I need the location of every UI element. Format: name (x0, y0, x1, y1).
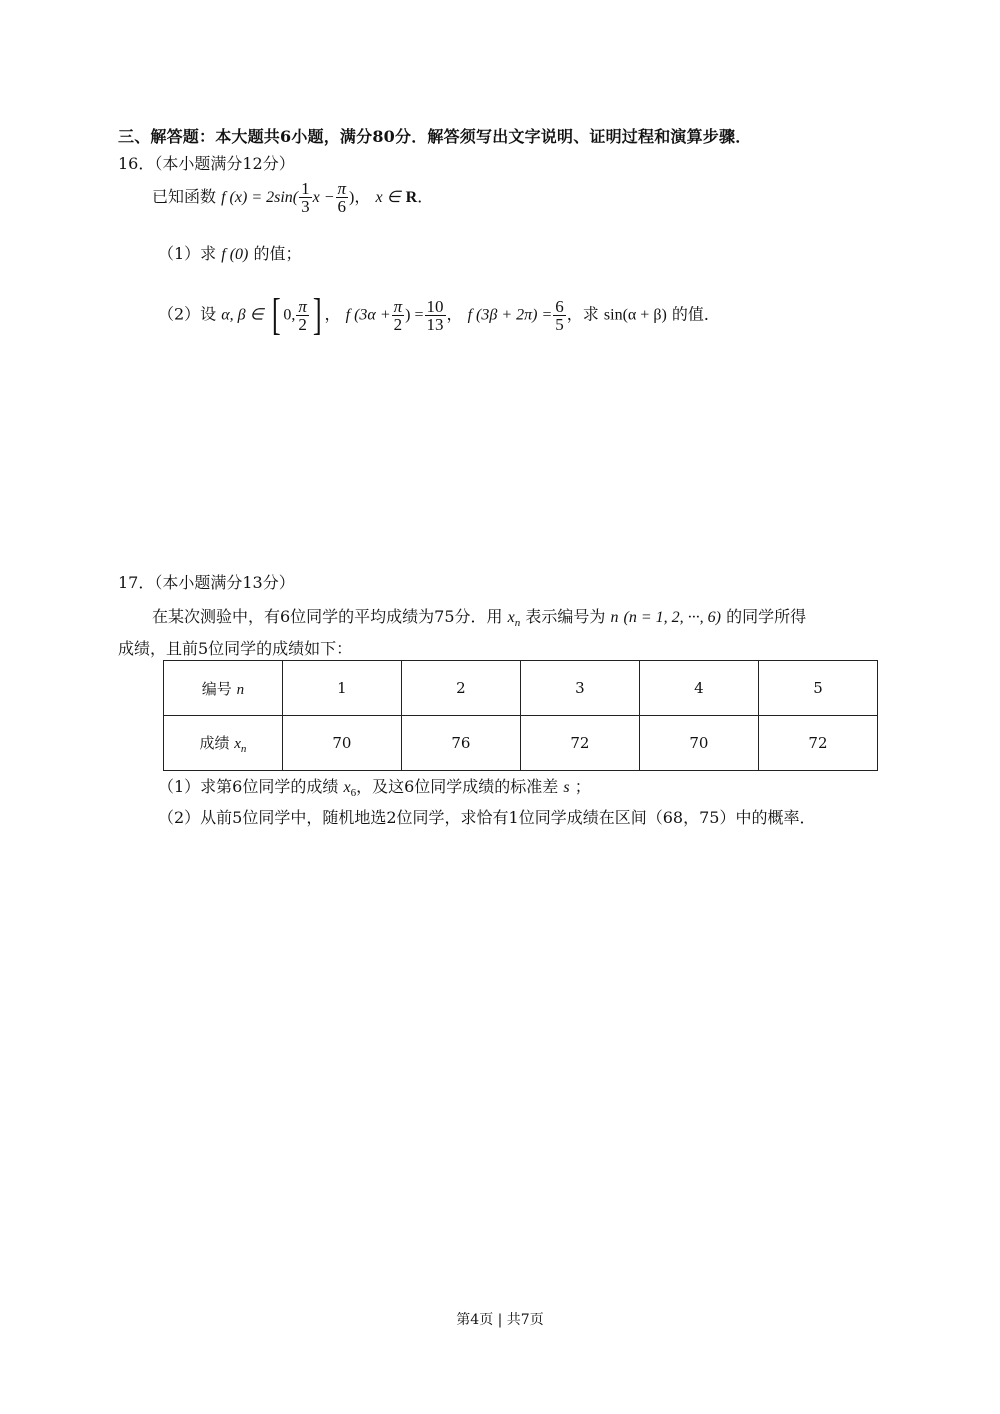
frac-denominator: 2 (298, 314, 307, 334)
table-cell: 70 (282, 716, 401, 771)
q17-var-x-sub: n (514, 617, 521, 630)
table-cell: 5 (758, 661, 877, 716)
right-bracket: ] (312, 290, 322, 339)
frac-denominator: 5 (555, 314, 564, 334)
row-label-sub: n (240, 742, 247, 755)
q17-var-x: x (507, 609, 515, 626)
frac-denominator: 3 (301, 197, 310, 216)
q16-part2 (158, 290, 720, 339)
q17-line1-c: 的同学所得 (726, 607, 807, 626)
table-cell: 72 (520, 716, 639, 771)
frac-denominator: 13 (426, 314, 444, 334)
q16-frac-third (299, 180, 312, 215)
q16-part1-suffix: 的值； (253, 244, 302, 263)
q16-part2-vars: α, β ∈ (221, 306, 264, 324)
q16-part1 (158, 241, 302, 264)
q17-part2: （2）从前5位同学中，随机地选2位同学，求恰有1位同学成绩在区间（68，75）中的概率． (158, 808, 816, 827)
q16-part1-math: f (0) (221, 246, 249, 263)
q17-part1-sub: 6 (350, 787, 357, 800)
q17-line1 (152, 604, 806, 629)
frac-numerator: 1 (301, 179, 310, 198)
q16-header: 16．（本小题满分12分） (118, 154, 295, 173)
q17-range: (n = 1, 2, ···, 6) (623, 609, 721, 626)
q17-part1-x: x (343, 779, 351, 796)
scores-table (163, 660, 878, 771)
q16-interval-left: 0, (283, 306, 296, 324)
q16-ask: ，求 (566, 304, 599, 324)
q16-domain: x ∈ (375, 189, 401, 206)
q17-part1 (158, 774, 591, 799)
q16-domain-R: R (405, 189, 418, 206)
row-label: 成绩 (199, 733, 230, 752)
table-header-cell (164, 661, 283, 716)
q16-frac-pi-two (296, 298, 309, 333)
section-title: 三、解答题：本大题共6小题，满分80分．解答须写出文字说明、证明过程和演算步骤． (118, 127, 752, 146)
table-cell: 1 (282, 661, 401, 716)
q16-frac-six-five (553, 298, 566, 333)
q17-part1-s: s (563, 779, 570, 796)
q16-part1-prefix: （1）求 (158, 244, 217, 263)
q16-func-tail: )， (349, 189, 371, 206)
frac-numerator: π (298, 296, 307, 316)
q16-func-lhs: f (x) = 2sin( (221, 189, 299, 206)
q16-f1-eq: ) = (405, 306, 424, 324)
table-cell: 2 (401, 661, 520, 716)
q16-comma2: ， (446, 304, 463, 324)
q17-part1-a: （1）求第6位同学的成绩 (158, 777, 339, 796)
q16-intro (152, 180, 433, 215)
frac-numerator: π (393, 296, 403, 316)
frac-denominator: 2 (393, 314, 403, 334)
q16-sin: sin(α + β) (603, 306, 667, 324)
q16-x-minus: x − (312, 189, 335, 206)
q16-frac-f1-pi (392, 298, 405, 333)
q16-period: ． (417, 187, 434, 206)
table-cell: 3 (520, 661, 639, 716)
q16-part2-suffix: 的值． (671, 304, 720, 324)
frac-numerator: π (337, 179, 347, 198)
table-cell: 70 (639, 716, 758, 771)
row-label-var: x (234, 735, 241, 752)
q17-header: 17．（本小题满分13分） (118, 573, 295, 592)
row-label: 编号 (201, 679, 232, 698)
q17-part1-c: ； (574, 777, 591, 796)
table-cell: 76 (401, 716, 520, 771)
q17-line1-b: 表示编号为 (525, 607, 606, 626)
left-bracket: [ (271, 290, 281, 339)
table-header-cell (164, 716, 283, 771)
q16-frac-pi-six (336, 180, 349, 215)
q16-intro-prefix: 已知函数 (152, 187, 217, 206)
q17-line1-a: 在某次测验中，有6位同学的平均成绩为75分．用 (152, 607, 503, 626)
q16-comma1: ， (324, 304, 341, 324)
q17-part1-b: ，及这6位同学成绩的标准差 (356, 777, 559, 796)
frac-denominator: 6 (337, 197, 347, 216)
table-cell: 72 (758, 716, 877, 771)
frac-numerator: 10 (426, 296, 444, 316)
frac-numerator: 6 (555, 296, 564, 316)
q17-var-n: n (610, 609, 619, 626)
q16-frac-ten-thirteen (425, 298, 446, 333)
q17-line2: 成绩，且前5位同学的成绩如下： (118, 639, 353, 658)
q16-part2-prefix: （2）设 (158, 304, 217, 324)
page-footer: 第4页 | 共7页 (456, 1312, 544, 1328)
q16-f1: f (3α + (345, 306, 391, 324)
table-row (164, 661, 878, 716)
table-cell: 4 (639, 661, 758, 716)
table-row (164, 716, 878, 771)
row-label-var: n (236, 681, 245, 698)
q16-f2: f (3β + 2π) = (467, 306, 553, 324)
